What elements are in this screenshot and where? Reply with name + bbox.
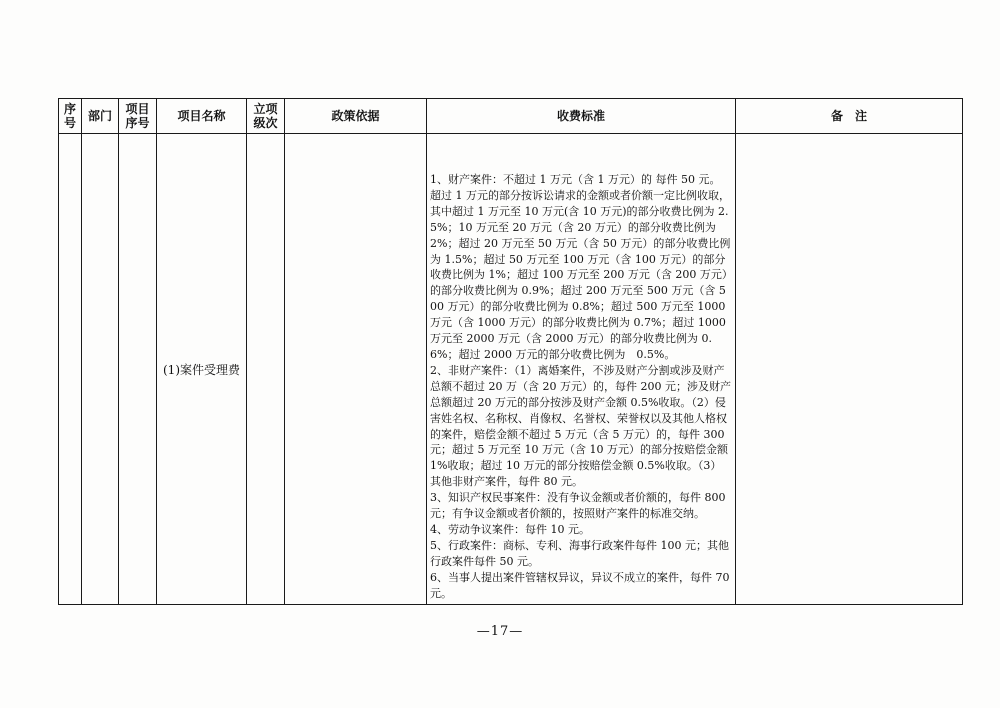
- cell-policy-basis: [285, 134, 427, 605]
- cell-level: [247, 134, 285, 605]
- header-department: 部门: [82, 99, 119, 134]
- cell-department: [82, 134, 119, 605]
- header-seq: 序 号: [59, 99, 82, 134]
- header-item-seq: 项目 序号: [119, 99, 157, 134]
- header-fee-standard: 收费标准: [427, 99, 736, 134]
- fee-standard-text: 1、财产案件：不超过 1 万元（含 1 万元）的 每件 50 元。超过 1 万元的部分按诉讼请求的金额或者价额一定比例收取，其中超过 1 万元至 10 万元(含 10 万元)的部分收费比例为 2.5%；10 万元至 20 万元（含 20 万元）的部分收费比例为 2%；超过 20 万元至 50 万元（含 50 万元）的部分收费比例为 1.5%；超过 50 万元至 100 万元（含 100 万元）的部分收费比例为 1%；超过 100 万元至 200 万元（含 200 万元）的部分收费比例为 0.9%；超过 200 万元至 500 万元（含 500 万元）的部分收费比例为 0.8%；超过 500 万元至 1000 万元（含 1000 万元）的部分收费比例为 0.7%；超过 1000 万元至 2000 万元（含 2000 万元）的部分收费比例为 0.6%；超过 2000 万元的部分收费比例为 0.5%。 2、非财产案件：（1）离婚案件，不涉及财产分割或涉及财产总额不超过 20 万（含 20 万元）的，每件 200 元；涉及财产总额超过 20 万元的部分按涉及财产金额 0.5%收取。（2）侵害姓名权、名称权、肖像权、名誉权、荣誉权以及其他人格权的案件，赔偿金额不超过 5 万元（含 5 万元）的，每件 300 元；超过 5 万元至 10 万元（含 10 万元）的部分按赔偿金额 1%收取；超过 10 万元的部分按赔偿金额 0.5%收取。（3）其他非财产案件，每件 80 元。 3、知识产权民事案件：没有争议金额或者价额的，每件 800 元；有争议金额或者价额的，按照财产案件的标准交纳。 4、劳动争议案件：每件 10 元。 5、行政案件：商标、专利、海事行政案件每件 100 元；其他行政案件每件 50 元。 6、当事人提出案件管辖权异议，异议不成立的案件，每件 70 元。: [430, 173, 731, 600]
- header-remarks: 备 注: [736, 99, 963, 134]
- cell-seq: [59, 134, 82, 605]
- cell-item-seq: [119, 134, 157, 605]
- header-policy-basis: 政策依据: [285, 99, 427, 134]
- header-level: 立项 级次: [247, 99, 285, 134]
- cell-remarks: [736, 134, 963, 605]
- table-header-row: [59, 99, 963, 134]
- header-item-name: 项目名称: [157, 99, 247, 134]
- cell-item-name: (1)案件受理费: [157, 134, 247, 605]
- table-row: [59, 134, 963, 605]
- cell-fee-standard: [427, 134, 736, 605]
- fee-standard-table: [58, 98, 963, 605]
- page-number: —17—: [476, 624, 524, 639]
